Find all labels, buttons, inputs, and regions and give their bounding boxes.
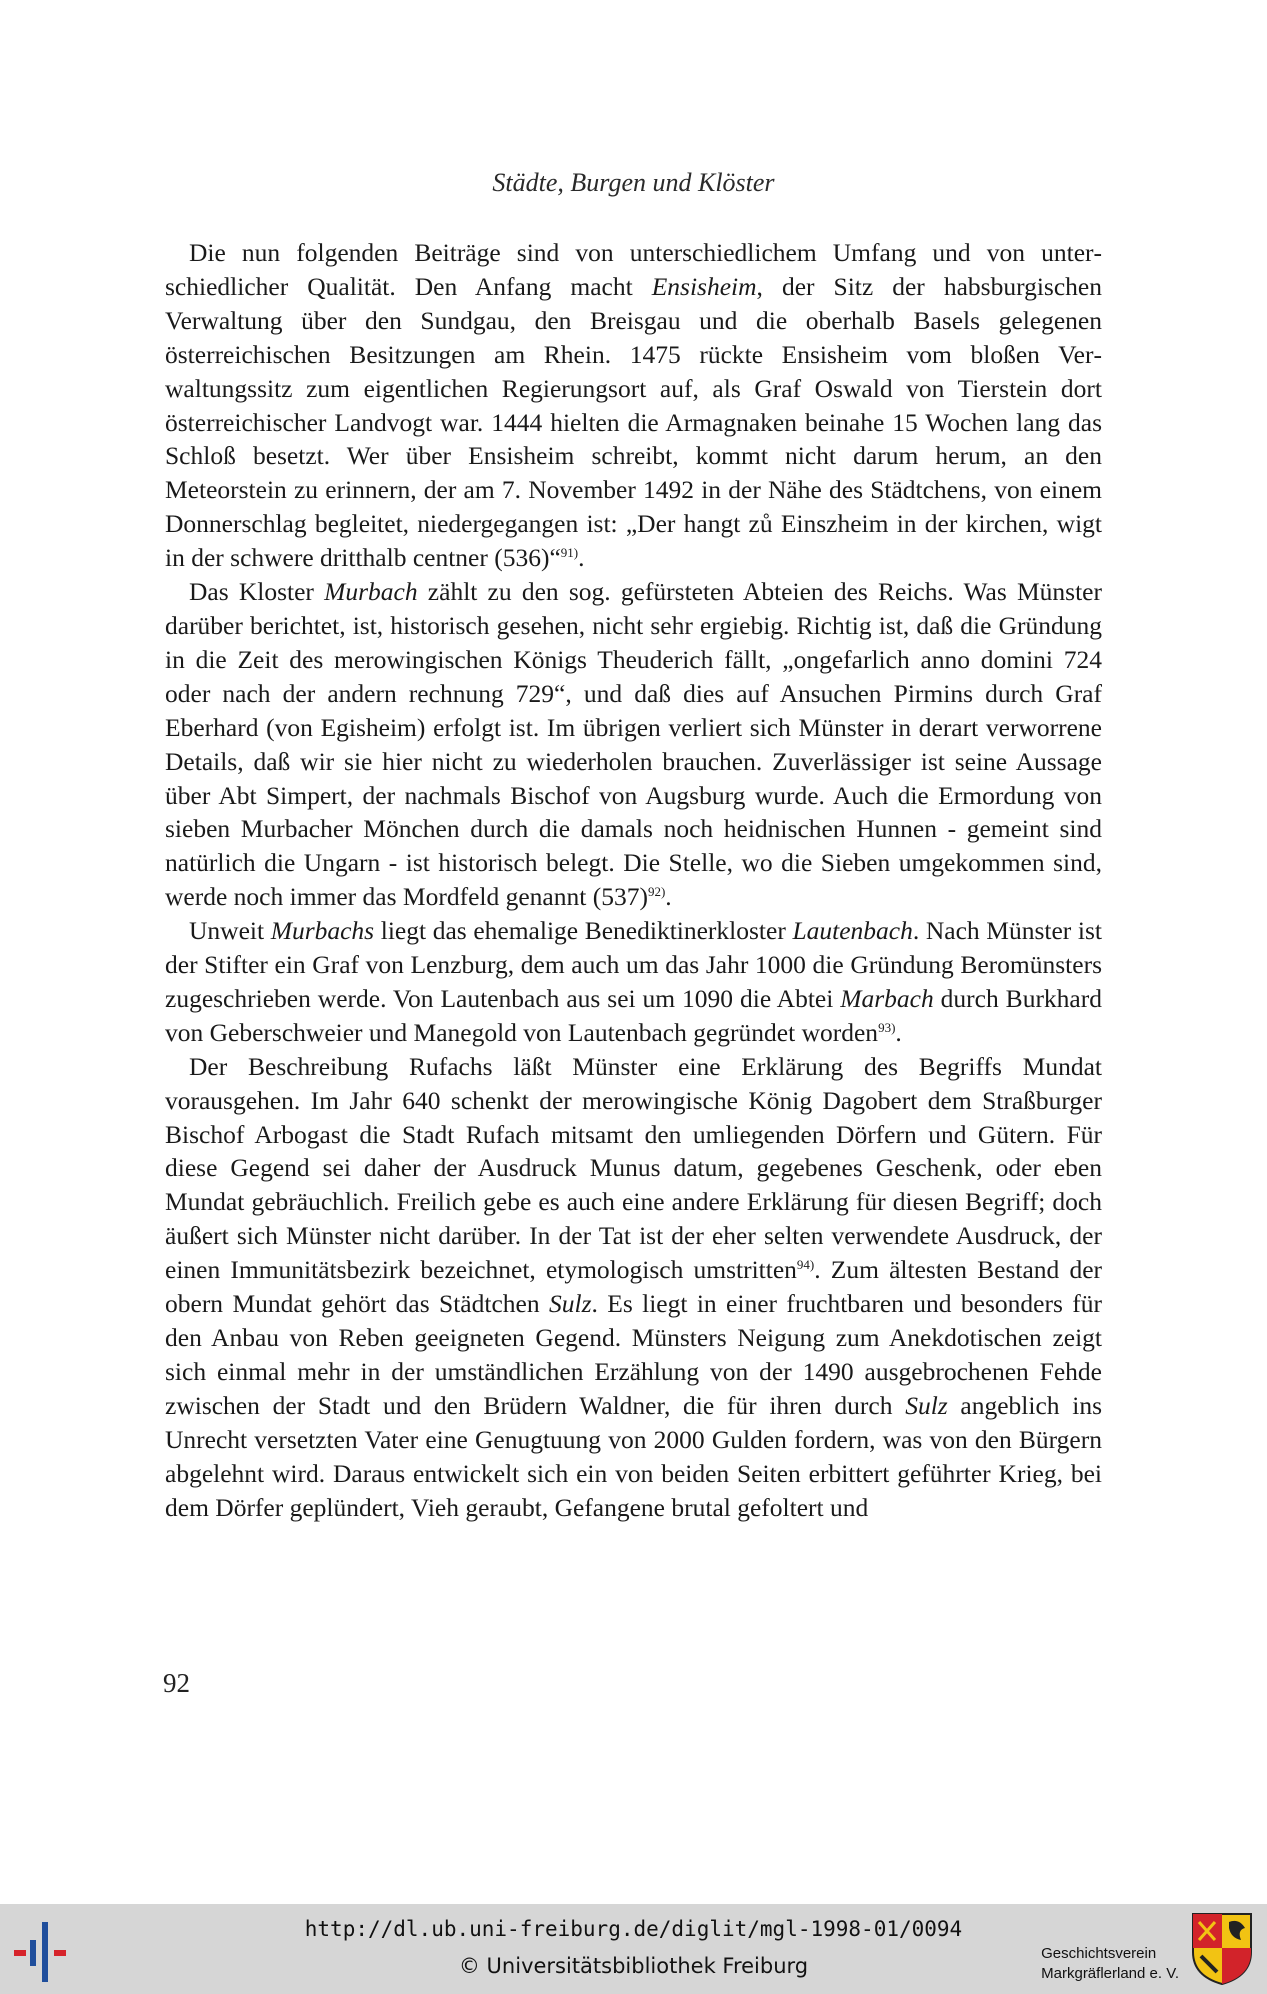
paragraph-1: Die nun folgenden Beiträge sind von unterschiedlichem Umfang und von unterschiedlicher Qualität. Den Anfang macht Ensisheim, der Sitz der habsburgischen Verwaltung über den Sundgau, den Breisgau und die oberhalb Basels gelegenen österreichischen Besitzungen am Rhein. 1475 rückte Ensisheim vom bloßen Verwaltungssitz zum eigentlichen Regierungsort auf, als Graf Oswald von Tierstein dort österreichischer Landvogt war. 1444 hielten die Armagnaken beinahe 15 Wochen lang das Schloß besetzt. Wer über Ensisheim schreibt, kommt nicht darum herum, an den Meteorstein zu erinnern, der am 7. November 1492 in der Nähe des Städtchens, von einem Donnerschlag begleitet, niedergegangen ist: „Der hangt zů Einszheim in der kirchen, wigt in der schwere dritthalb centner (536)“$^{91)}$. [165,238,1102,573]
society-name [1041,1944,1179,1984]
source-url-link[interactable]: http://dl.ub.uni-freiburg.de/diglit/mgl-1998-01/0094 [304,1917,963,1941]
footnote-ref-93: 93) [878,1019,896,1035]
footnote-ref-91: 91) [560,545,579,561]
running-head: Städte, Burgen und Klöster [492,168,775,197]
copyright-text: © Universitätsbibliothek Freiburg [458,1954,809,1978]
page-number: 92 [163,1668,190,1698]
footer-bar [0,1904,1267,1994]
body-text [165,236,1102,1524]
coat-of-arms-icon [1191,1912,1253,1986]
footnote-ref-94: 94) [796,1257,815,1273]
society-name-line-2: Markgräflerland e. V. [1041,1965,1179,1982]
society-name-line-1: Geschichtsverein [1041,1945,1157,1962]
paragraph-3: Unweit Murbachs liegt das ehemalige Benediktinerkloster Lautenbach. Nach Münster ist der Stifter ein Graf von Lenzburg, dem auch um das Jahr 1000 die Gründung Beromünsters zugeschrieben werde. Von Lautenbach aus sei um 1090 die Abtei Marbach durch Burkhard von Geberschweier und Manegold von Lautenbach gegründet worden$^{93)}$. [165,916,1102,1047]
paragraph-2: Das Kloster Murbach zählt zu den sog. gefürsteten Abteien des Reichs. Was Münster darüber berichtet, ist, historisch gesehen, nicht sehr ergiebig. Richtig ist, daß die Gründung in die Zeit des merowingischen Königs Theuderich fällt, „ongefarlich anno domini 724 oder nach der andern rechnung 729“, und daß dies auf Ansuchen Pirmins durch Graf Eberhard (von Egisheim) erfolgt ist. Im übrigen verliert sich Münster in derart verworrene Details, daß wir sie hier nicht zu wiederholen brauchen. Zuverlässiger ist seine Aussage über Abt Simpert, der nachmals Bischof von Augsburg wurde. Auch die Ermordung von sieben Murbacher Mönchen durch die damals noch heidnischen Hunnen - gemeint sind natürlich die Ungarn - ist historisch belegt. Die Stelle, wo die Sieben umgekommen sind, werde noch immer das Mordfeld genannt $(537)^{92)}$. [165,577,1102,912]
paragraph-4: Der Beschreibung Rufachs läßt Münster eine Erklärung des Begriffs Mundat vorausgehen. Im Jahr 640 schenkt der merowingische König Dagobert dem Straßburger Bischof Arbogast die Stadt Rufach mitsamt den umliegenden Dörfern und Gütern. Für diese Gegend sei daher der Ausdruck Munus datum, gegebenes Geschenk, oder eben Mundat gebräuchlich. Freilich gebe es auch eine andere Erklärung für diesen Begriff; doch äußert sich Münster nicht darüber. In der Tat ist der eher selten verwendete Ausdruck, der einen Immunitätsbezirk bezeichnet, etymologisch umstritten$^{94)}$. Zum ältesten Bestand der obern Mundat gehört das Städtchen Sulz. Es liegt in einer fruchtbaren und besonders für den Anbau von Reben geeigneten Gegend. Münsters Neigung zum Anekdotischen zeigt sich einmal mehr in der umständlichen Erzählung von der 1490 ausgebrochenen Fehde zwischen der Stadt und den Brüdern Waldner, die für ihren durch Sulz angeblich ins Unrecht versetzten Vater eine Genugtuung von 2000 Gulden fordern, was von den Bürgern abgelehnt wird. Daraus entwickelt sich ein von beiden Seiten erbittert geführter Krieg, bei dem Dörfer geplündert, Vieh geraubt, Gefangene brutal gefoltert und [165,1051,1103,1522]
footnote-ref-92: 92) [647,884,666,900]
